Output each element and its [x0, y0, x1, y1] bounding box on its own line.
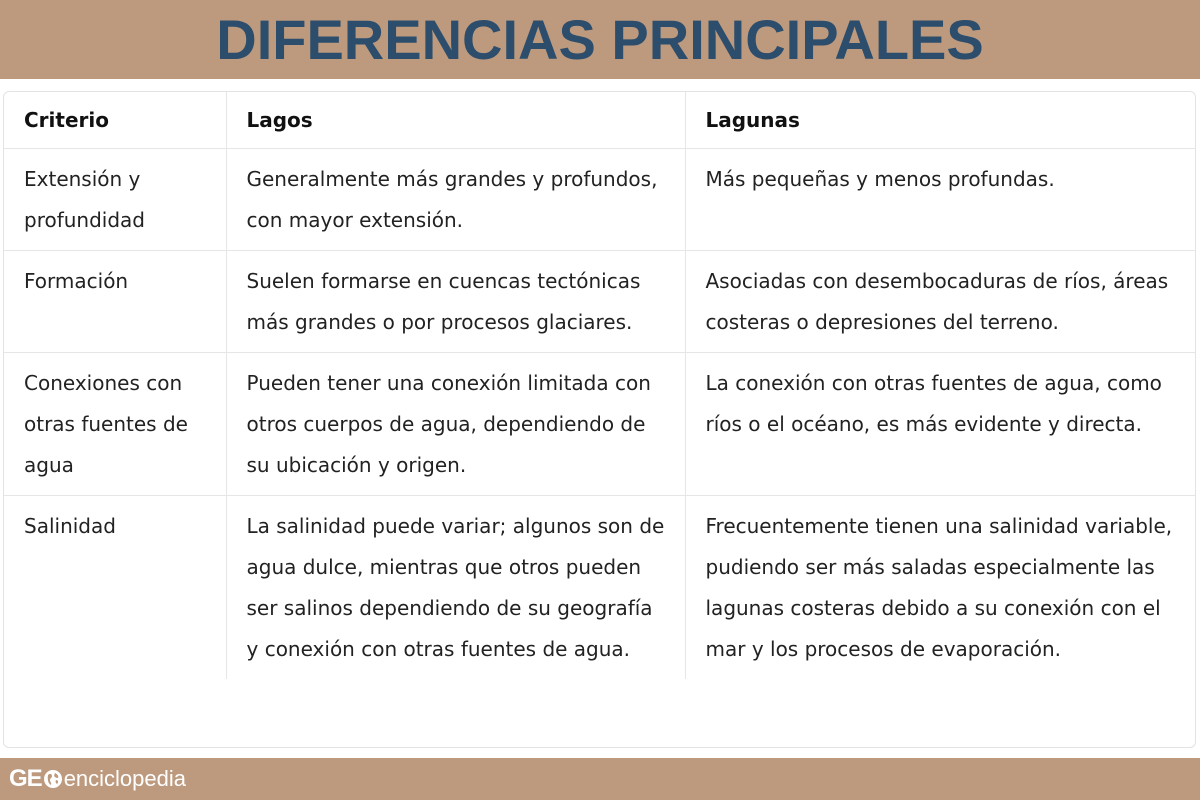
lagunas-cell: Frecuentemente tienen una salinidad variable, pudiendo ser más saladas especialmente las lagunas costeras debido a su conexión con el mar y los procesos de evaporación. — [705, 514, 1173, 661]
footer-bar — [0, 758, 1200, 800]
logo-suffix: enciclopedia — [63, 766, 186, 791]
header-lagos: Lagos — [226, 92, 685, 149]
table-row — [4, 353, 1195, 496]
logo-prefix: GE — [9, 765, 42, 792]
comparison-table — [4, 92, 1195, 679]
lagos-cell: Generalmente más grandes y profundos, con mayor extensión. — [226, 149, 685, 251]
header-criterio: Criterio — [4, 92, 226, 149]
title-banner — [0, 0, 1200, 79]
criterion-cell: Salinidad — [4, 496, 226, 680]
page-title: DIFERENCIAS PRINCIPALES — [216, 7, 984, 71]
lagos-cell: La salinidad puede variar; algunos son de agua dulce, mientras que otros pueden ser salinos dependiendo de su geografía y conexión con otras fuentes de agua. — [226, 496, 685, 680]
table-row — [4, 149, 1195, 251]
table-row — [4, 251, 1195, 353]
lagunas-cell: La conexión con otras fuentes de agua, como ríos o el océano, es más evidente y directa. — [685, 353, 1195, 496]
geoenciclopedia-logo[interactable] — [9, 764, 186, 794]
criterion-cell: Conexiones con otras fuentes de agua — [4, 353, 226, 496]
lagunas-cell: Más pequeñas y menos profundas. — [685, 149, 1195, 251]
lagunas-cell: Asociadas con desembocaduras de ríos, áreas costeras o depresiones del terreno. — [685, 251, 1195, 353]
table-row — [4, 496, 1195, 680]
lagos-cell: Suelen formarse en cuencas tectónicas más grandes o por procesos glaciares. — [226, 251, 685, 353]
header-lagunas: Lagunas — [685, 92, 1195, 149]
lagos-cell: Pueden tener una conexión limitada con otros cuerpos de agua, dependiendo de su ubicación y origen. — [226, 353, 685, 496]
globe-icon — [43, 769, 63, 789]
criterion-cell: Extensión y profundidad — [4, 149, 226, 251]
comparison-table-container — [3, 91, 1196, 748]
table-header-row — [4, 92, 1195, 149]
criterion-cell: Formación — [4, 251, 226, 353]
